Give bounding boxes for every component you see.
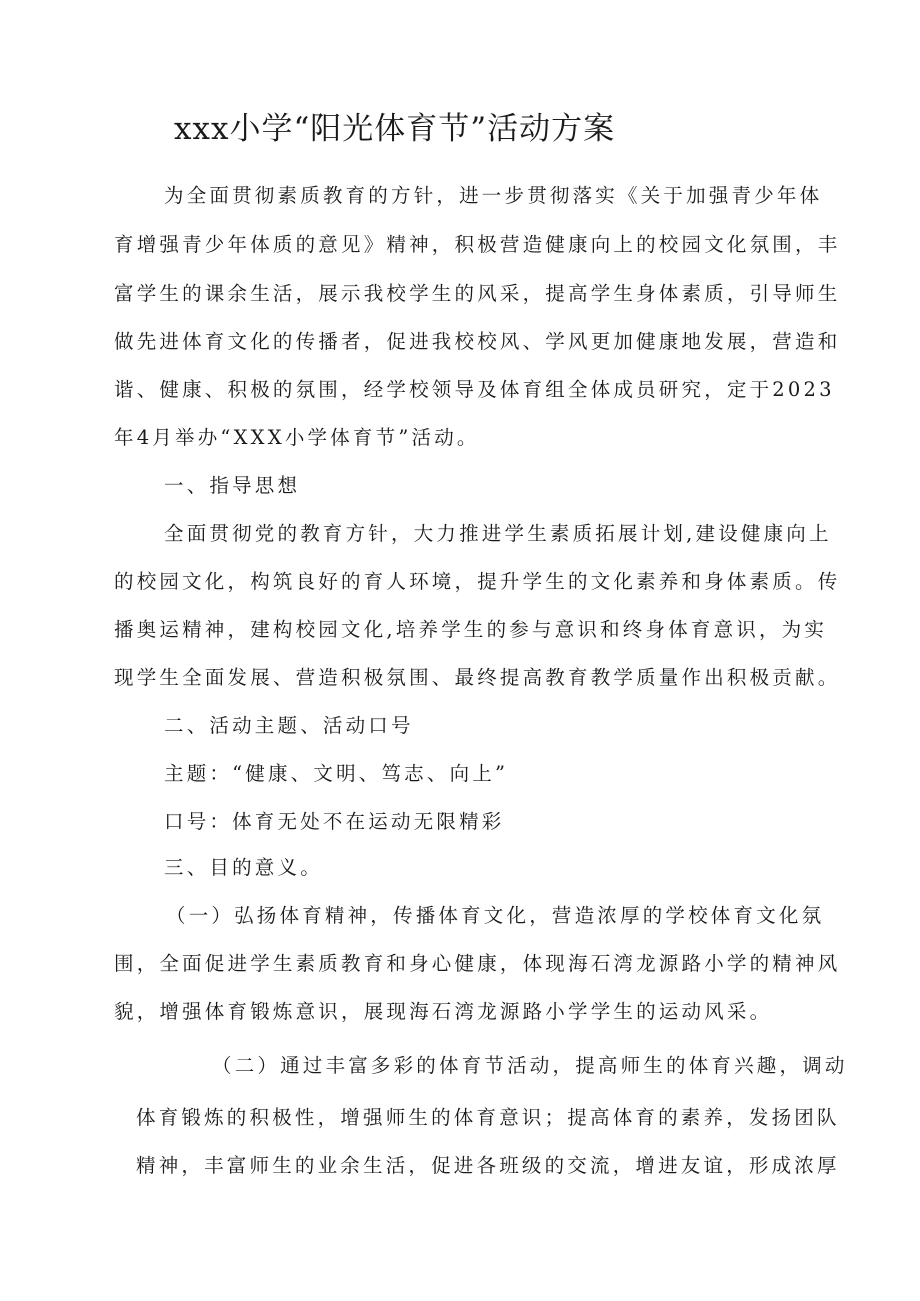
purpose2-line-3: 精神，丰富师生的业余生活，促进各班级的交流，增进友谊，形成浓厚: [136, 1154, 840, 1177]
purpose1-line-2: 围，全面促进学生素质教育和身心健康，体现海石湾龙源路小学的精神风: [114, 952, 841, 975]
section1-line-1: 全面贯彻党的教育方针，大力推进学生素质拓展计划,建设健康向上: [164, 522, 832, 545]
intro-line-6: 年4月举办“XXX小学体育节”活动。: [114, 426, 480, 449]
intro-line-3: 富学生的课余生活，展示我校学生的风采，提高学生身体素质，引导师生: [114, 282, 841, 305]
intro-line-1: 为全面贯彻素质教育的方针，进一步贯彻落实《关于加强青少年体: [164, 184, 823, 207]
document-title: xxx小学“阳光体育节”活动方案: [174, 111, 616, 147]
section1-line-4: 现学生全面发展、营造积极氛围、最终提高教育教学质量作出积极贡献。: [114, 666, 841, 689]
purpose2-line-2: 体育锻炼的积极性，增强师生的体育意识；提高体育的素养，发扬团队: [136, 1106, 840, 1129]
slogan-line: 口号：体育无处不在运动无限精彩: [164, 810, 505, 833]
theme-line: 主题：“健康、文明、笃志、向上”: [164, 762, 509, 785]
section1-line-2: 的校园文化，构筑良好的育人环境，提升学生的文化素养和身体素质。传: [114, 570, 841, 593]
section1-heading: 一、指导思想: [164, 474, 301, 497]
intro-line-2: 育增强青少年体质的意见》精神，积极营造健康向上的校园文化氛围，丰: [114, 233, 841, 256]
purpose1-line-3: 貌，增强体育锻炼意识，展现海石湾龙源路小学学生的运动风采。: [114, 1000, 773, 1023]
purpose2-line-1: （二）通过丰富多彩的体育节活动，提高师生的体育兴趣，调动: [212, 1054, 848, 1077]
intro-line-4: 做先进体育文化的传播者，促进我校校风、学风更加健康地发展，营造和: [114, 330, 841, 353]
section3-heading: 三、目的意义。: [164, 856, 323, 879]
section2-heading: 二、活动主题、活动口号: [164, 714, 414, 737]
purpose1-line-1: （一）弘扬体育精神，传播体育文化，营造浓厚的学校体育文化氛: [166, 904, 825, 927]
section1-line-3: 播奥运精神，建构校园文化,培养学生的参与意识和终身体育意识，为实: [114, 618, 828, 641]
intro-line-5: 谐、健康、积极的氛围，经学校领导及体育组全体成员研究，定于2023: [114, 378, 835, 401]
